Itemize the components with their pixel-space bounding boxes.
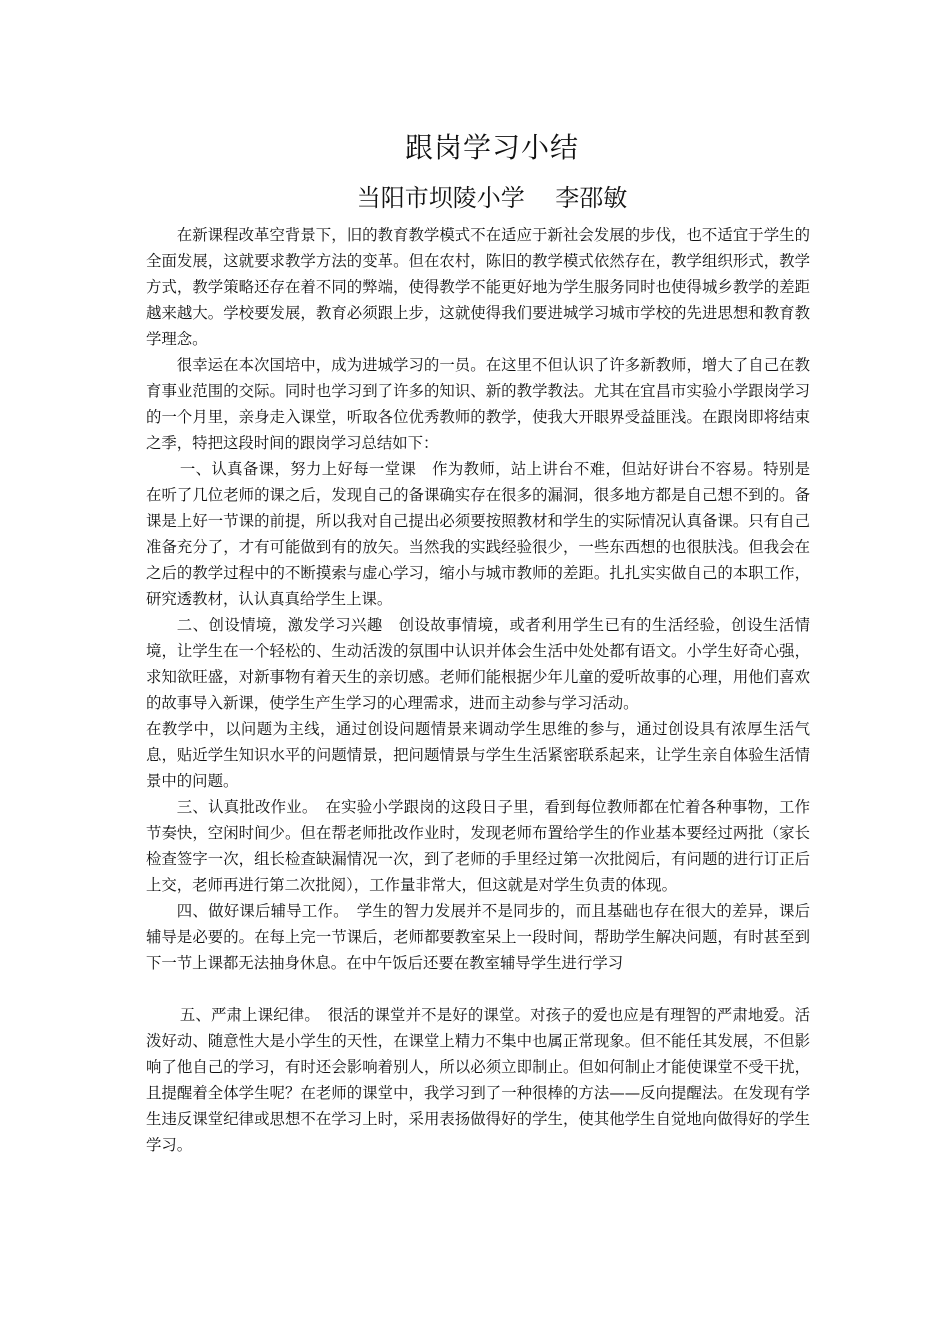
paragraph-section-2: 二、创设情境，激发学习兴趣 创设故事情境，或者利用学生已有的生活经验，创设生活情境，让学生在一个轻松的、生动活泼的氛围中认识并体会生活中处处都有语文。小学生好奇心强，求知欲旺盛，对新事物有着天生的亲切感。老师们能根据少年儿童的爱听故事的心理，用他们喜欢的故事导入新课，使学生产生学习的心理需求，进而主动参与学习活动。 [146,616,810,712]
paragraph-section-4: 四、做好课后辅导工作。 学生的智力发展并不是同步的，而且基础也存在很大的差异，课后辅导是必要的。在每上完一节课后，老师都要教室呆上一段时间，帮助学生解决问题，有时甚至到下一节上课都无法抽身休息。在中午饭后还要在教室辅导学生进行学习 [146,902,810,972]
paragraph-section-3: 三、认真批改作业。 在实验小学跟岗的这段日子里，看到每位教师都在忙着各种事物，工作节奏快，空闲时间少。但在帮老师批改作业时，发现老师布置给学生的作业基本要经过两批（家长检查签字一次，组长检查缺漏情况一次，到了老师的手里经过第一次批阅后，有问题的进行订正后上交，老师再进行第二次批阅），工作量非常大，但这就是对学生负责的体现。 [146,798,810,894]
paragraph-experience: 很幸运在本次国培中，成为进城学习的一员。在这里不但认识了许多新教师，增大了自己在教育事业范围的交际。同时也学习到了许多的知识、新的教学教法。尤其在宜昌市实验小学跟岗学习的一个月里，亲身走入课堂，听取各位优秀教师的教学，使我大开眼界受益匪浅。在跟岗即将结束之季，特把这段时间的跟岗学习总结如下： [146,356,810,452]
paragraph-section-1: 一、认真备课，努力上好每一堂课 作为教师，站上讲台不难，但站好讲台不容易。特别是在听了几位老师的课之后，发现自己的备课确实存在很多的漏洞，很多地方都是自己想不到的。备课是上好一节课的前提，所以我对自己提出必须要按照教材和学生的实际情况认真备课。只有自己准备充分了，才有可能做到有的放矢。当然我的实践经验很少，一些东西想的也很肤浅。但我会在之后的教学过程中的不断摸索与虚心学习，缩小与城市教师的差距。扎扎实实做自己的本职工作，研究透教材，认认真真给学生上课。 [146,460,810,608]
author-line: 当阳市坝陵小学 李邵敏 [356,184,628,212]
document-title: 跟岗学习小结 [404,131,579,164]
paragraph-section-5: 五、严肃上课纪律。 很活的课堂并不是好的课堂。对孩子的爱也应是有理智的严肃地爱。活泼好动、随意性大是小学生的天性，在课堂上精力不集中也属正常现象。但不能任其发展，不但影响了他自己的学习，有时还会影响着别人，所以必须立即制止。但如何制止才能使课堂不受干扰，且提醒着全体学生呢？在老师的课堂中，我学习到了一种很棒的方法——反向提醒法。在发现有学生违反课堂纪律或思想不在学习上时，采用表扬做得好的学生，使其他学生自觉地向做得好的学生学习。 [146,1006,810,1154]
paragraph-section-2-cont: 在教学中，以问题为主线，通过创设问题情景来调动学生思维的参与，通过创设具有浓厚生活气息，贴近学生知识水平的问题情景，把问题情景与学生生活紧密联系起来，让学生亲自体验生活情景中的问题。 [146,720,810,790]
paragraph-intro: 在新课程改革空背景下，旧的教育教学模式不在适应于新社会发展的步伐，也不适宜于学生的全面发展，这就要求教学方法的变革。但在农村，陈旧的教学模式依然存在，教学组织形式，教学方式，教学策略还存在着不同的弊端，使得教学不能更好地为学生服务同时也使得城乡教学的差距越来越大。学校要发展，教育必须跟上步，这就使得我们要进城学习城市学校的先进思想和教育教学理念。 [146,226,810,348]
blank-line [146,976,810,1002]
document-body [146,222,810,1158]
